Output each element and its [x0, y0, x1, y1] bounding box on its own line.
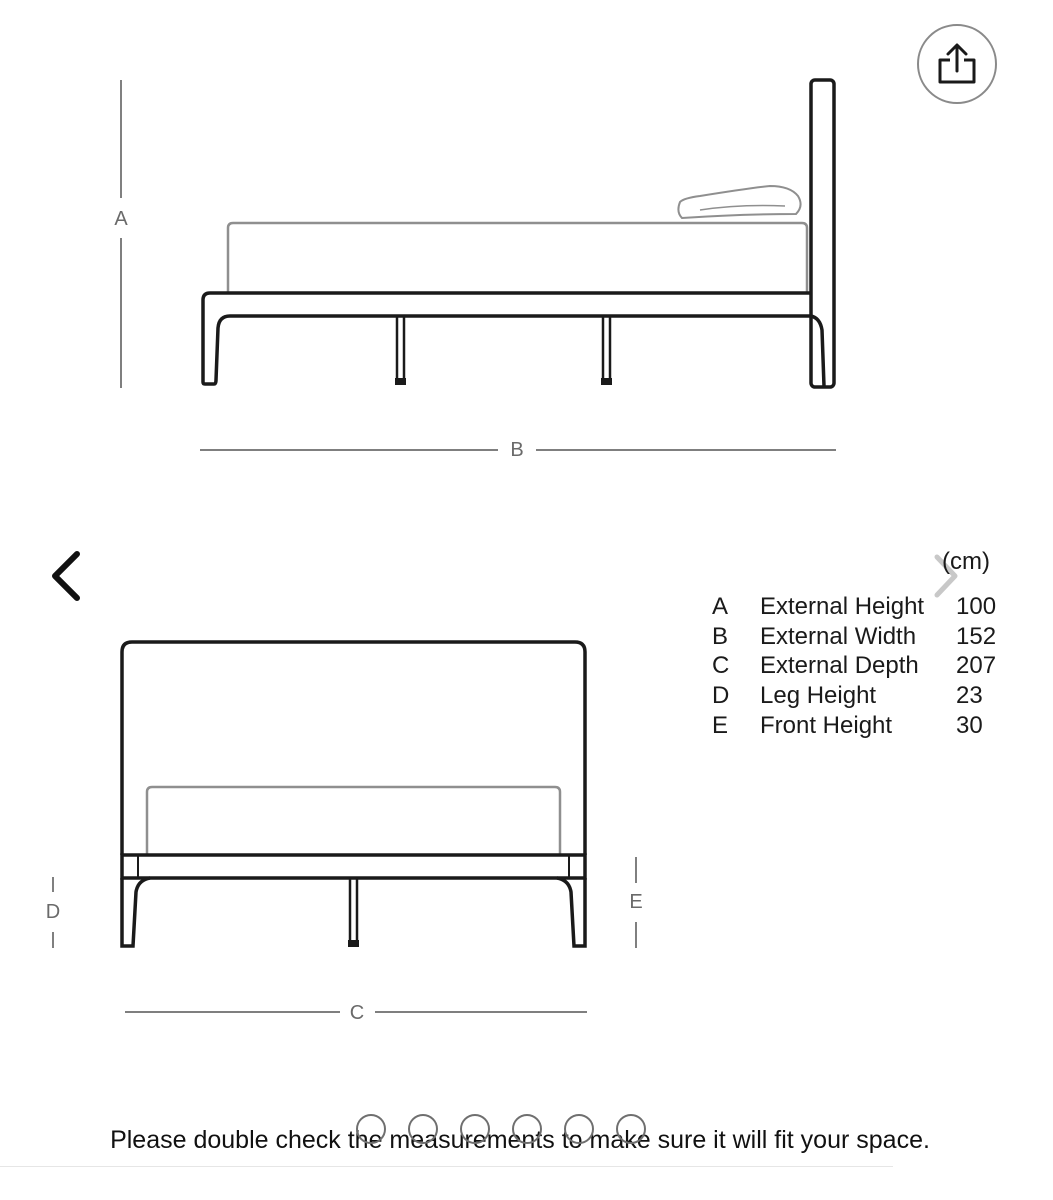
headboard-front — [122, 642, 585, 855]
dimension-label-c: C — [349, 1002, 365, 1024]
spec-row — [712, 711, 1006, 741]
previous-image-button[interactable] — [40, 548, 90, 604]
bed-side-view-drawing — [0, 0, 1053, 500]
spec-value: 100 — [956, 592, 997, 620]
bed-rail — [203, 293, 811, 384]
spec-name: External Height — [760, 592, 925, 620]
spec-value: 30 — [956, 711, 983, 739]
mattress-front — [147, 787, 560, 855]
spec-name: External Width — [760, 622, 917, 650]
dimensions-table — [712, 592, 1006, 740]
spec-value: 152 — [956, 622, 997, 650]
dimension-label-b: B — [510, 439, 524, 461]
chevron-left-icon — [47, 550, 83, 602]
divider — [0, 1166, 893, 1167]
spec-name: Front Height — [760, 711, 893, 739]
spec-row — [712, 592, 1006, 622]
spec-name: External Depth — [760, 652, 919, 680]
dimension-label-d: D — [45, 901, 61, 923]
spec-letter: E — [712, 711, 729, 739]
spec-letter: C — [712, 652, 730, 680]
pager-dot[interactable] — [356, 1114, 386, 1144]
dimension-label-a: A — [114, 208, 128, 230]
pager-dot[interactable] — [408, 1114, 438, 1144]
spec-letter: B — [712, 622, 729, 650]
mattress-outline — [228, 223, 807, 293]
spec-value: 23 — [956, 681, 983, 709]
bed-front-view-drawing — [0, 600, 700, 1030]
bed-rail-front — [122, 855, 585, 878]
pager-dot[interactable] — [512, 1114, 542, 1144]
spec-letter: A — [712, 592, 729, 620]
unit-label: (cm) — [942, 548, 990, 575]
spec-row — [712, 622, 1006, 652]
spec-letter: D — [712, 681, 730, 709]
pillow-outline — [678, 186, 800, 218]
dimension-label-e: E — [629, 891, 643, 913]
image-pager — [356, 1114, 646, 1144]
spec-row — [712, 651, 1006, 681]
pager-dot[interactable] — [460, 1114, 490, 1144]
spec-name: Leg Height — [760, 681, 877, 709]
spec-row — [712, 681, 1006, 711]
pager-dot[interactable] — [564, 1114, 594, 1144]
fit-notice: Please double check the measurements to make sure it will fit your space. — [110, 1126, 930, 1154]
pager-dot[interactable] — [616, 1114, 646, 1144]
spec-value: 207 — [956, 652, 997, 680]
